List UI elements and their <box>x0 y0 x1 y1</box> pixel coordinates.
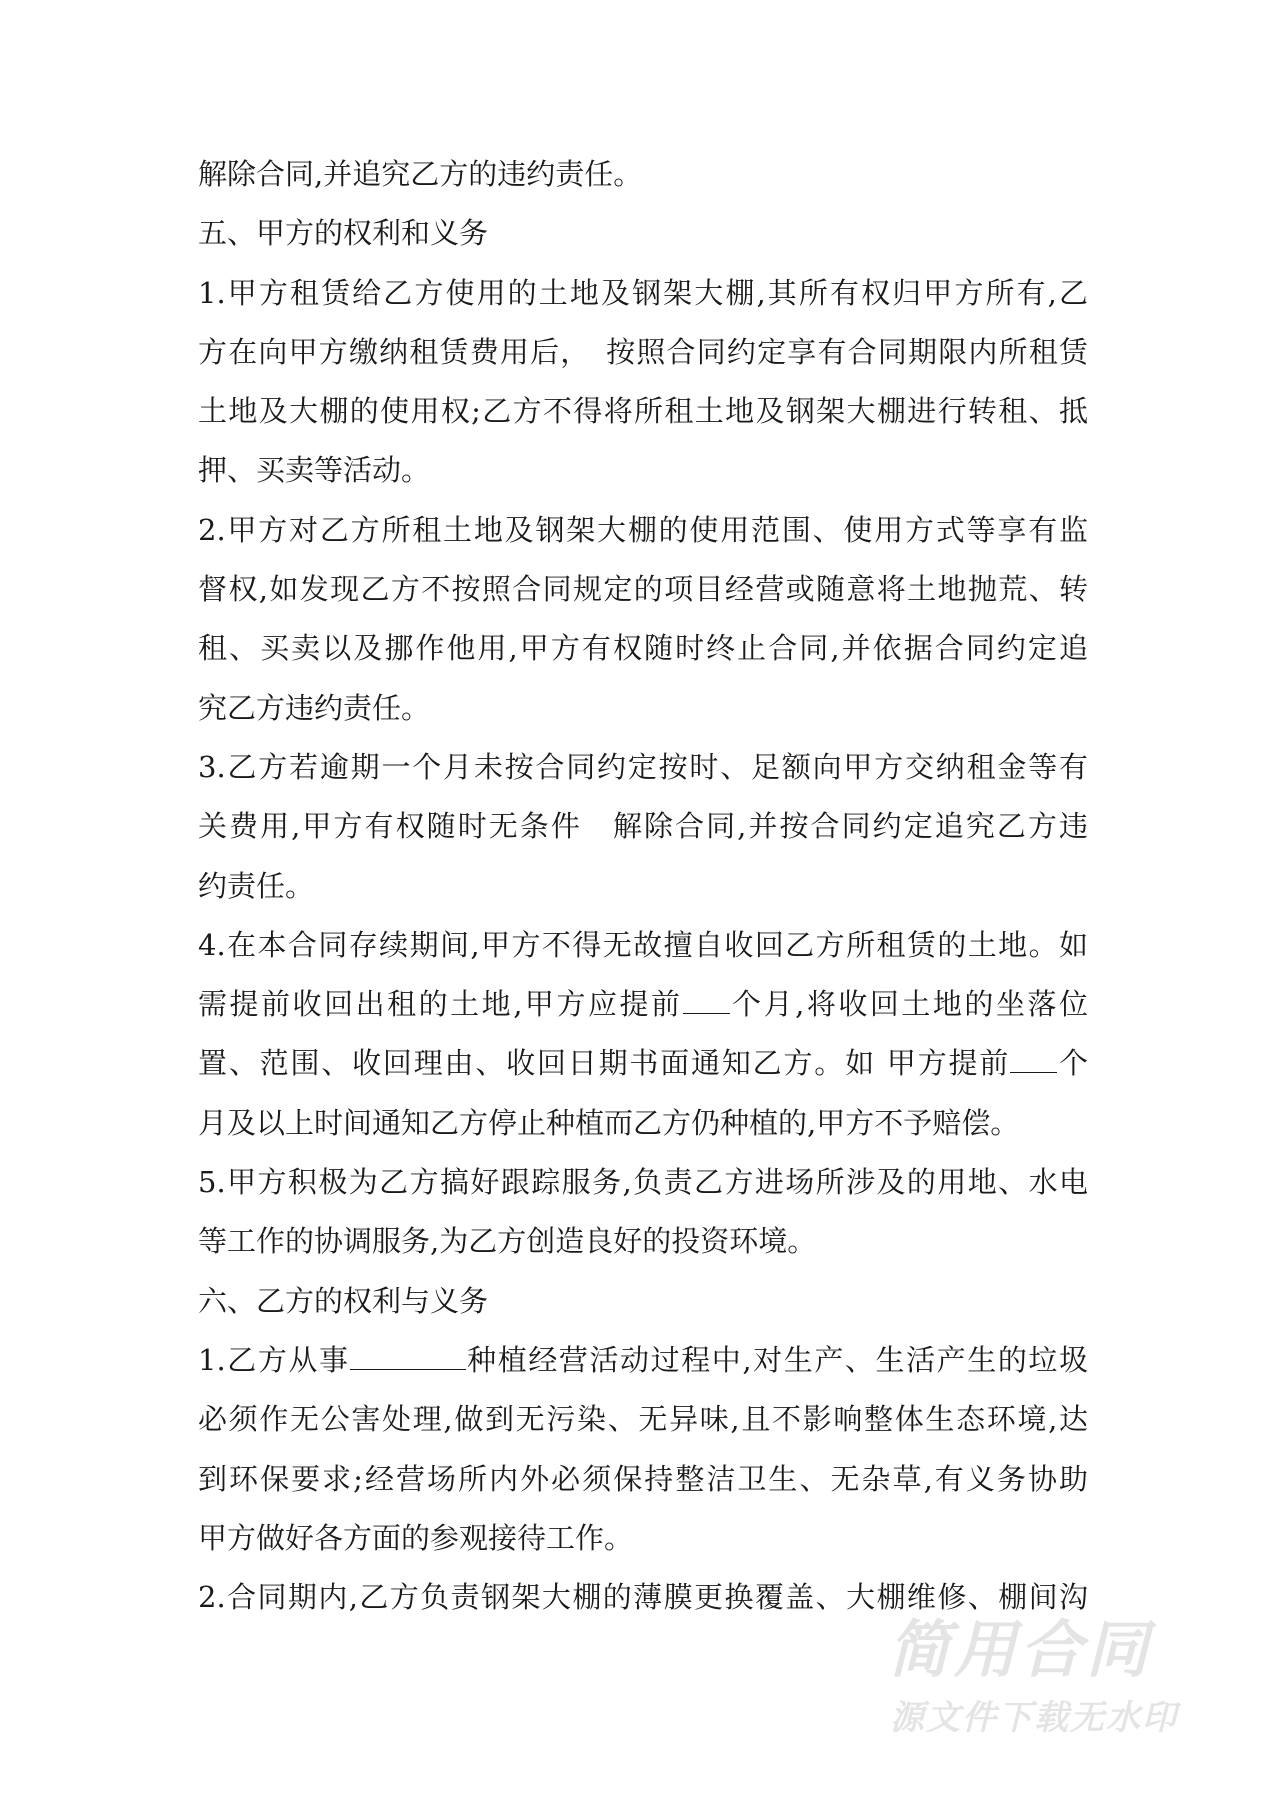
text-line <box>198 560 1088 619</box>
fill-in-blank <box>1010 1046 1057 1073</box>
text-segment: 5.甲方积极为乙方搞好跟踪服务,负责乙方进场所涉及的用地、水电 <box>198 1165 1088 1200</box>
text-line <box>198 975 1088 1034</box>
text-segment: 必须作无公害处理,做到无污染、无异味,且不影响整体生态环境,达 <box>198 1402 1088 1437</box>
text-line <box>198 1390 1088 1449</box>
watermark-subtitle: 源文件下载无水印 <box>890 1698 1178 1738</box>
text-segment: 月及以上时间通知乙方停止种植而乙方仍种植的,甲方不予赔偿。 <box>198 1105 1020 1140</box>
text-segment: 租、买卖以及挪作他用,甲方有权随时终止合同,并依据合同约定追 <box>198 631 1088 666</box>
text-line <box>198 382 1088 441</box>
text-segment: 4.在本合同存续期间,甲方不得无故擅自收回乙方所租赁的土地。如 <box>198 927 1088 962</box>
text-segment: 到环保要求;经营场所内外必须保持整洁卫生、无杂草,有义务协助 <box>198 1461 1088 1496</box>
text-segment: 需提前收回出租的土地,甲方应提前 <box>198 987 683 1022</box>
text-segment: 3.乙方若逾期一个月未按合同约定按时、足额向甲方交纳租金等有 <box>198 749 1088 784</box>
text-segment: 解除合同,并追究乙方的违约责任。 <box>198 157 643 191</box>
text-segment: 关费用,甲方有权随时无条件 解除合同,并按合同约定追究乙方违 <box>198 809 1088 844</box>
text-segment: 等工作的协调服务,为乙方创造良好的投资环境。 <box>198 1224 817 1259</box>
watermark-title: 简用合同 <box>888 1613 1153 1686</box>
text-line <box>198 204 1088 263</box>
text-segment: 督权,如发现乙方不按照合同规定的项目经营或随意将土地抛荒、转 <box>198 572 1088 607</box>
text-line <box>198 738 1088 797</box>
text-segment: 1.甲方租赁给乙方使用的土地及钢架大棚,其所有权归甲方所有,乙 <box>198 275 1088 310</box>
text-line <box>198 916 1088 975</box>
text-line <box>198 1450 1088 1509</box>
text-segment: 2.合同期内,乙方负责钢架大棚的薄膜更换覆盖、大棚维修、棚间沟 <box>198 1580 1088 1615</box>
text-line <box>198 679 1088 738</box>
text-line <box>198 797 1088 856</box>
text-line <box>198 264 1088 323</box>
text-segment: 五、甲方的权利和义务 <box>198 216 489 251</box>
text-segment: 约责任。 <box>198 868 315 903</box>
text-segment: 个月,将收回土地的坐落位 <box>729 987 1088 1022</box>
text-line <box>198 1509 1088 1568</box>
text-line <box>198 1331 1088 1390</box>
text-line <box>198 145 1088 204</box>
text-line <box>198 1153 1088 1212</box>
text-segment: 六、乙方的权利与义务 <box>198 1283 489 1318</box>
text-line <box>198 1272 1088 1331</box>
text-segment: 个 <box>1057 1046 1088 1081</box>
text-line <box>198 1094 1088 1153</box>
document-body <box>198 145 1088 1627</box>
text-line <box>198 1034 1088 1093</box>
text-line <box>198 1212 1088 1271</box>
text-segment: 1.乙方从事 <box>198 1342 350 1377</box>
fill-in-blank <box>683 987 730 1014</box>
text-line <box>198 441 1088 500</box>
text-segment: 方在向甲方缴纳租赁费用后， 按照合同约定享有合同期限内所租赁 <box>198 334 1088 369</box>
text-segment: 2.甲方对乙方所租土地及钢架大棚的使用范围、使用方式等享有监 <box>198 512 1088 547</box>
text-segment: 究乙方违约责任。 <box>198 690 431 725</box>
text-segment: 押、买卖等活动。 <box>198 453 431 488</box>
text-line <box>198 619 1088 678</box>
text-line <box>198 501 1088 560</box>
text-segment: 土地及大棚的使用权;乙方不得将所租土地及钢架大棚进行转租、抵 <box>198 394 1088 429</box>
text-line <box>198 323 1088 382</box>
fill-in-blank <box>350 1343 466 1370</box>
text-segment: 甲方做好各方面的参观接待工作。 <box>198 1520 634 1555</box>
text-segment: 置、范围、收回理由、收回日期书面通知乙方。如 甲方提前 <box>198 1046 1011 1081</box>
text-segment: 种植经营活动过程中,对生产、生活产生的垃圾 <box>465 1342 1088 1377</box>
text-line <box>198 857 1088 916</box>
